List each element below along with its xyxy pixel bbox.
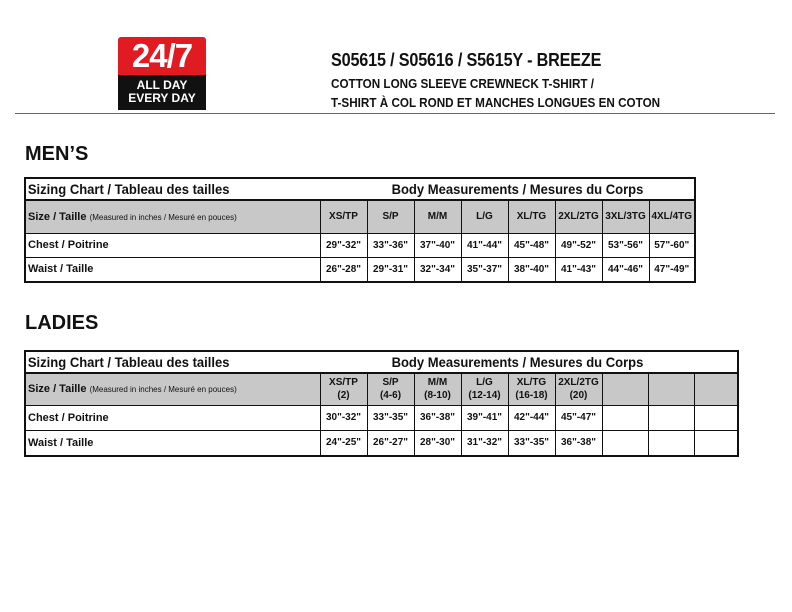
chest-cell: 36"-38" xyxy=(414,405,461,430)
size-cell: S/P (4-6) xyxy=(367,374,414,405)
chest-cell: 41"-44" xyxy=(461,233,508,257)
waist-cell: 38"-40" xyxy=(508,257,555,281)
waist-label: Waist / Taille xyxy=(26,257,320,281)
waist-cell: 29"-31" xyxy=(367,257,414,281)
ladies-size-chart xyxy=(24,350,739,457)
chest-cell: 33"-35" xyxy=(367,405,414,430)
waist-cell: 26"-28" xyxy=(320,257,367,281)
size-cell: L/G (12-14) xyxy=(461,374,508,405)
chest-cell: 57"-60" xyxy=(649,233,694,257)
ladies-size-row xyxy=(26,374,737,405)
waist-cell: 47"-49" xyxy=(649,257,694,281)
product-subtitle-fr: T-SHIRT À COL ROND ET MANCHES LONGUES EN COTON xyxy=(331,95,661,110)
mens-measure-label: Body Measurements / Mesures du Corps xyxy=(391,181,644,197)
size-cell: 3XL/3TG xyxy=(602,201,649,233)
logo-line-1: ALL DAY xyxy=(136,78,188,92)
chest-label: Chest / Poitrine xyxy=(26,405,320,430)
empty-cell xyxy=(694,405,737,430)
empty-cell xyxy=(648,374,694,405)
chest-cell: 45"-48" xyxy=(508,233,555,257)
size-cell: S/P xyxy=(367,201,414,233)
size-label-cell: Size / Taille (Measured in inches / Mesuré en pouces) xyxy=(26,374,320,405)
ladies-heading: LADIES xyxy=(25,312,99,334)
size-cell: XS/TP (2) xyxy=(320,374,367,405)
size-cell: M/M xyxy=(414,201,461,233)
empty-cell xyxy=(694,430,737,455)
waist-cell: 31"-32" xyxy=(461,430,508,455)
empty-cell xyxy=(694,374,737,405)
size-label-cell: Size / Taille (Measured in inches / Mesuré en pouces) xyxy=(26,201,320,233)
size-cell: 2XL/2TG (20) xyxy=(555,374,602,405)
size-cell: M/M (8-10) xyxy=(414,374,461,405)
size-cell: XL/TG xyxy=(508,201,555,233)
chest-cell: 39"-41" xyxy=(461,405,508,430)
product-subtitle-en: COTTON LONG SLEEVE CREWNECK T-SHIRT / xyxy=(331,76,595,91)
mens-heading: MEN’S xyxy=(25,143,89,165)
product-title: S05615 / S05616 / S5615Y - BREEZE xyxy=(331,50,602,70)
logo-line-2: EVERY DAY xyxy=(128,91,196,105)
brand-logo xyxy=(118,37,206,110)
ladies-measure-label: Body Measurements / Mesures du Corps xyxy=(391,354,644,370)
mens-chart-label: Sizing Chart / Tableau des tailles xyxy=(27,181,230,197)
size-cell: 4XL/4TG xyxy=(649,201,694,233)
waist-cell: 28"-30" xyxy=(414,430,461,455)
waist-cell: 32"-34" xyxy=(414,257,461,281)
waist-label: Waist / Taille xyxy=(26,430,320,455)
logo-tagline xyxy=(118,75,206,110)
chest-cell: 33"-36" xyxy=(367,233,414,257)
chest-cell: 42"-44" xyxy=(508,405,555,430)
empty-cell xyxy=(648,430,694,455)
ladies-chest-row xyxy=(26,405,737,430)
logo-247: 24/7 xyxy=(118,37,206,75)
empty-cell xyxy=(602,374,648,405)
empty-cell xyxy=(602,405,648,430)
mens-waist-row xyxy=(26,257,694,281)
ladies-table xyxy=(26,374,737,455)
empty-cell xyxy=(648,405,694,430)
mens-size-chart xyxy=(24,177,696,283)
mens-size-row xyxy=(26,201,694,233)
size-cell: XL/TG (16-18) xyxy=(508,374,555,405)
empty-cell xyxy=(602,430,648,455)
waist-cell: 35"-37" xyxy=(461,257,508,281)
waist-cell: 44"-46" xyxy=(602,257,649,281)
size-cell: L/G xyxy=(461,201,508,233)
chest-cell: 30"-32" xyxy=(320,405,367,430)
waist-cell: 24"-25" xyxy=(320,430,367,455)
chest-label: Chest / Poitrine xyxy=(26,233,320,257)
ladies-waist-row xyxy=(26,430,737,455)
waist-cell: 26"-27" xyxy=(367,430,414,455)
size-cell: 2XL/2TG xyxy=(555,201,602,233)
chest-cell: 37"-40" xyxy=(414,233,461,257)
mens-chart-header xyxy=(26,179,694,201)
mens-table xyxy=(26,201,694,281)
waist-cell: 36"-38" xyxy=(555,430,602,455)
ladies-chart-header xyxy=(26,352,737,374)
chest-cell: 53"-56" xyxy=(602,233,649,257)
size-cell: XS/TP xyxy=(320,201,367,233)
ladies-chart-label: Sizing Chart / Tableau des tailles xyxy=(27,354,230,370)
waist-cell: 33"-35" xyxy=(508,430,555,455)
mens-chest-row xyxy=(26,233,694,257)
chest-cell: 49"-52" xyxy=(555,233,602,257)
header-divider xyxy=(15,113,775,114)
waist-cell: 41"-43" xyxy=(555,257,602,281)
chest-cell: 45"-47" xyxy=(555,405,602,430)
chest-cell: 29"-32" xyxy=(320,233,367,257)
